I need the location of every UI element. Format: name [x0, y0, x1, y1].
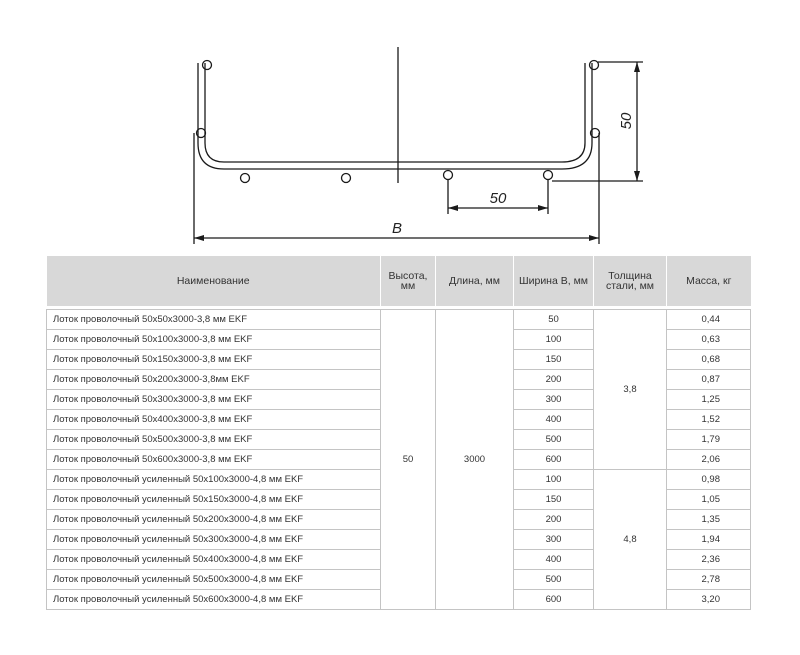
header-mass: Масса, кг — [667, 256, 751, 306]
row-mass: 2,36 — [667, 550, 751, 570]
row-mass: 2,78 — [667, 570, 751, 590]
row-name: Лоток проволочный 50x300x3000-3,8 мм EKF — [47, 390, 381, 410]
row-mass: 0,44 — [667, 310, 751, 330]
row-name: Лоток проволочный 50x400x3000-3,8 мм EKF — [47, 410, 381, 430]
width-arrow-left — [194, 235, 204, 241]
height-arrow-top — [634, 62, 640, 72]
header-width: Ширина В, мм — [514, 256, 594, 306]
right-top-wire — [590, 61, 599, 70]
row-width: 300 — [514, 530, 594, 550]
row-name: Лоток проволочный 50x500x3000-3,8 мм EKF — [47, 430, 381, 450]
row-name: Лоток проволочный усиленный 50x500x3000-4,8 мм EKF — [47, 570, 381, 590]
height-dimension-label: 50 — [618, 112, 635, 130]
bottom-wire-3 — [444, 171, 453, 180]
bottom-wire-1 — [241, 174, 250, 183]
row-width: 600 — [514, 450, 594, 470]
bottom-wire-4 — [544, 171, 553, 180]
row-name: Лоток проволочный 50x150x3000-3,8 мм EKF — [47, 350, 381, 370]
header-length: Длина, мм — [436, 256, 514, 306]
width-arrow-right — [589, 235, 599, 241]
row-name: Лоток проволочный 50x600x3000-3,8 мм EKF — [47, 450, 381, 470]
row-mass: 0,87 — [667, 370, 751, 390]
row-width: 400 — [514, 550, 594, 570]
header-thickness: Толщина стали, мм — [594, 256, 667, 306]
header-height: Высота, мм — [381, 256, 436, 306]
row-mass: 1,35 — [667, 510, 751, 530]
row-width: 150 — [514, 350, 594, 370]
row-name: Лоток проволочный 50x100x3000-3,8 мм EKF — [47, 330, 381, 350]
specification-table — [46, 256, 751, 610]
row-width: 50 — [514, 310, 594, 330]
row-mass: 1,05 — [667, 490, 751, 510]
row-width: 300 — [514, 390, 594, 410]
thickness-group-2: 4,8 — [594, 470, 667, 610]
row-width: 500 — [514, 570, 594, 590]
row-name: Лоток проволочный 50x50x3000-3,8 мм EKF — [47, 310, 381, 330]
thickness-group-1: 3,8 — [594, 310, 667, 470]
row-mass: 0,63 — [667, 330, 751, 350]
tray-cross-section-drawing — [0, 0, 800, 255]
row-mass: 0,98 — [667, 470, 751, 490]
row-name: Лоток проволочный усиленный 50x300x3000-4,8 мм EKF — [47, 530, 381, 550]
row-name: Лоток проволочный усиленный 50x150x3000-4,8 мм EKF — [47, 490, 381, 510]
row-mass: 1,25 — [667, 390, 751, 410]
row-mass: 1,79 — [667, 430, 751, 450]
row-width: 150 — [514, 490, 594, 510]
row-width: 600 — [514, 590, 594, 610]
table-header-row — [47, 256, 751, 306]
tray-right-wall — [398, 63, 592, 169]
row-name: Лоток проволочный усиленный 50x200x3000-4,8 мм EKF — [47, 510, 381, 530]
width-dimension-label: B — [391, 220, 403, 237]
tray-left-wall-inner — [205, 63, 398, 162]
header-name: Наименование — [47, 256, 381, 306]
row-width: 200 — [514, 370, 594, 390]
row-name: Лоток проволочный усиленный 50x400x3000-4,8 мм EKF — [47, 550, 381, 570]
row-mass: 2,06 — [667, 450, 751, 470]
tray-left-wall — [198, 63, 398, 169]
row-mass: 1,94 — [667, 530, 751, 550]
height-arrow-bottom — [634, 171, 640, 181]
pitch-arrow-left — [448, 205, 458, 211]
row-name: Лоток проволочный 50x200x3000-3,8мм EKF — [47, 370, 381, 390]
length-value: 3000 — [436, 310, 514, 610]
pitch-dimension-label: 50 — [489, 190, 507, 207]
row-name: Лоток проволочный усиленный 50x600x3000-4,8 мм EKF — [47, 590, 381, 610]
table-row — [47, 310, 751, 330]
bottom-wire-2 — [342, 174, 351, 183]
height-value: 50 — [381, 310, 436, 610]
row-width: 200 — [514, 510, 594, 530]
row-mass: 3,20 — [667, 590, 751, 610]
row-mass: 1,52 — [667, 410, 751, 430]
row-name: Лоток проволочный усиленный 50x100x3000-4,8 мм EKF — [47, 470, 381, 490]
row-width: 100 — [514, 330, 594, 350]
tray-right-wall-inner — [398, 63, 585, 162]
row-width: 400 — [514, 410, 594, 430]
left-top-wire — [203, 61, 212, 70]
pitch-arrow-right — [538, 205, 548, 211]
row-mass: 0,68 — [667, 350, 751, 370]
row-width: 500 — [514, 430, 594, 450]
row-width: 100 — [514, 470, 594, 490]
